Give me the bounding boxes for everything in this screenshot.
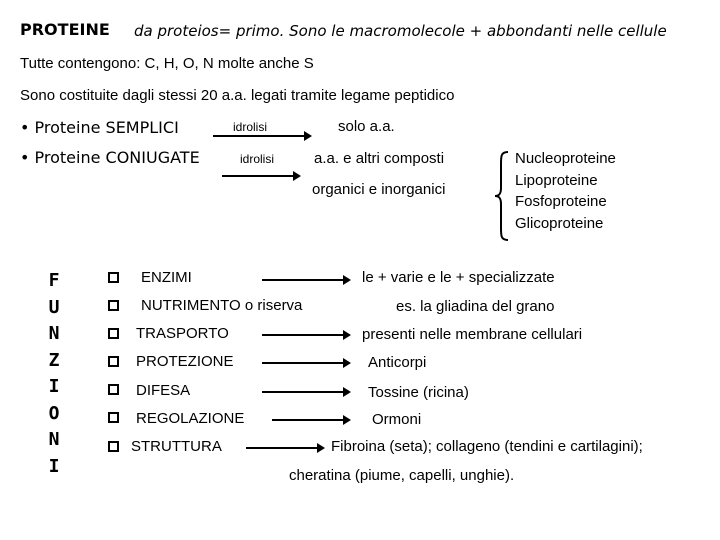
function-description-protezione: Anticorpi: [368, 354, 427, 371]
heading-letter: I: [48, 455, 60, 477]
checkbox-bullet-icon: [108, 384, 119, 395]
heading-letter: U: [48, 296, 60, 318]
function-description-nutrimento: es. la gliadina del grano: [396, 298, 555, 315]
conjugated-hydrolysis-label: idrolisi: [240, 152, 275, 166]
conjugated-type: Glicoproteine: [515, 214, 604, 232]
checkbox-bullet-icon: [108, 300, 119, 311]
simple-result: solo a.a.: [338, 118, 395, 135]
function-name-difesa: DIFESA: [136, 382, 191, 399]
left-brace-icon: [494, 150, 510, 242]
heading-letter: N: [48, 323, 60, 344]
conjugated-result-line2: organici e inorganici: [312, 181, 446, 198]
conjugated-hydrolysis-arrow: [222, 175, 294, 177]
function-description-regolazione: Ormoni: [372, 411, 422, 428]
heading-letter: Z: [48, 349, 60, 371]
function-arrow: [272, 419, 344, 421]
checkbox-bullet-icon: [108, 272, 119, 283]
page-title: PROTEINE: [20, 20, 110, 39]
heading-letter: I: [48, 376, 60, 397]
simple-hydrolysis-arrow: [213, 135, 305, 137]
function-description-enzimi: le + varie e le + specializzate: [362, 269, 555, 286]
elements-line: Tutte contengono: C, H, O, N molte anche S: [20, 55, 314, 72]
function-arrow: [262, 334, 344, 336]
function-name-trasporto: TRASPORTO: [136, 325, 229, 342]
function-name-nutrimento: NUTRIMENTO o riserva: [141, 297, 303, 314]
composition-line: Sono costituite dagli stessi 20 a.a. legati tramite legame peptidico: [20, 87, 455, 104]
function-description-struttura: Fibroina (seta); collageno (tendini e cartilagini);: [331, 438, 643, 455]
function-name-struttura: STRUTTURA: [131, 438, 222, 455]
function-arrow: [246, 447, 318, 449]
checkbox-bullet-icon: [108, 412, 119, 423]
function-arrow: [262, 391, 344, 393]
checkbox-bullet-icon: [108, 441, 119, 452]
conjugated-type: Nucleoproteine: [515, 150, 616, 167]
heading-letter: F: [48, 270, 60, 291]
simple-proteins-label: • Proteine SEMPLICI: [20, 118, 179, 137]
function-name-enzimi: ENZIMI: [141, 269, 192, 286]
conjugated-type: Lipoproteine: [515, 171, 598, 189]
function-name-protezione: PROTEZIONE: [136, 353, 234, 370]
conjugated-type: Fosfoproteine: [515, 193, 607, 210]
function-arrow: [262, 279, 344, 281]
functions-vertical-heading: [44, 268, 64, 480]
checkbox-bullet-icon: [108, 356, 119, 367]
conjugated-result-line1: a.a. e altri composti: [314, 150, 445, 167]
function-description-struttura-continued: cheratina (piume, capelli, unghie).: [289, 467, 515, 484]
page-subtitle: da proteios= primo. Sono le macromolecole + abbondanti nelle cellule: [134, 22, 667, 40]
heading-letter: N: [48, 429, 60, 450]
function-description-difesa: Tossine (ricina): [368, 384, 469, 401]
checkbox-bullet-icon: [108, 328, 119, 339]
simple-hydrolysis-label: idrolisi: [233, 120, 268, 134]
function-description-trasporto: presenti nelle membrane cellulari: [362, 326, 583, 343]
function-name-regolazione: REGOLAZIONE: [136, 410, 245, 427]
conjugated-proteins-label: • Proteine CONIUGATE: [20, 148, 200, 167]
heading-letter: O: [48, 402, 60, 424]
function-arrow: [262, 362, 344, 364]
conjugated-types-list: [515, 148, 616, 234]
